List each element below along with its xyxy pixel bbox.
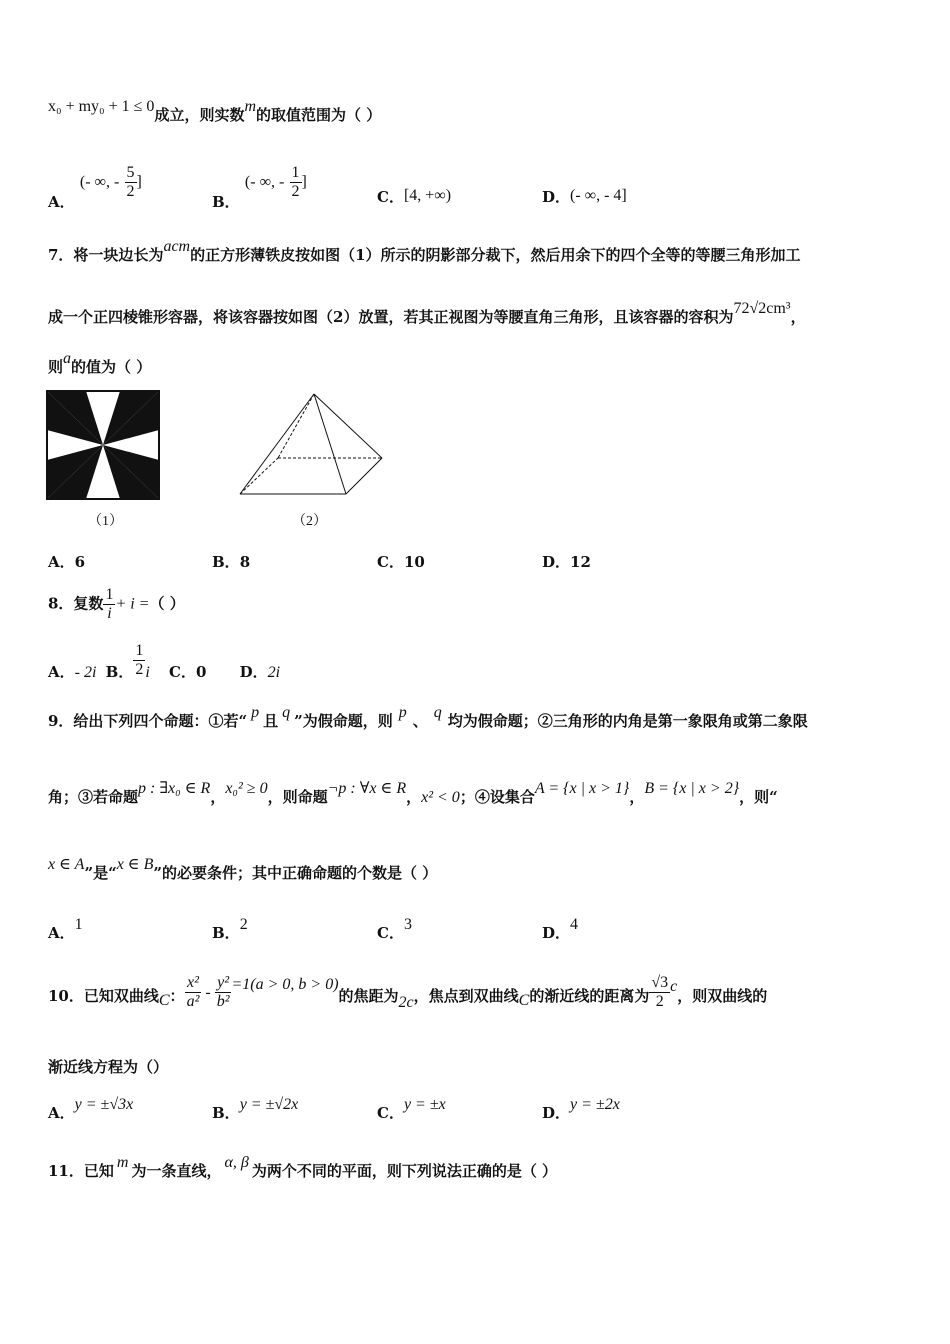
q10-a2: a² <box>186 993 200 1010</box>
q9-and: 且 <box>263 712 279 730</box>
q6-opt-a-frac <box>125 164 137 201</box>
q7-line1-a: 7．将一块边长为 <box>48 246 164 264</box>
q9-neg-p: ¬p : ∀x ∈ R <box>327 780 407 797</box>
q11-ab: α, β <box>224 1154 249 1171</box>
q9-line2 <box>48 780 950 807</box>
q10-x2: x² <box>185 974 202 993</box>
q9-l1-c: 均为假命题；②三角形的内角是第一象限角或第二象限 <box>447 712 808 730</box>
q6-option-d <box>542 186 627 207</box>
q9-l2-a: 角；③若命题 <box>48 788 139 806</box>
q7-opt-d-label: D． <box>542 553 571 571</box>
q9-set-a: A = {x | x > 1} <box>534 780 630 797</box>
q6-opt-b-label: B． <box>212 192 240 211</box>
q7-opt-c-value: 10 <box>403 553 425 571</box>
q9-l2-c: ；④设集合 <box>459 788 535 806</box>
q8-opt-b-num: 1 <box>135 642 144 659</box>
q8-opt-d-label: D． <box>239 662 268 681</box>
q6-opt-c-math: [4, +∞) <box>403 187 452 204</box>
q7-line3-b: 的值为（ ） <box>71 358 152 376</box>
q10-opt-d-label: D． <box>542 1104 571 1122</box>
q7-line1 <box>48 238 950 265</box>
q10-two-c: 2c <box>398 993 414 1011</box>
q9-ineq2: x² < 0 <box>421 789 460 806</box>
q6-option-c <box>377 186 451 207</box>
q10-opt-c-math: y = ±x <box>403 1096 446 1113</box>
q9-p: p <box>251 704 260 721</box>
q10-c: C <box>158 991 170 1009</box>
q9-q2: q <box>433 704 442 721</box>
q10-colon: ： <box>169 986 185 1005</box>
q9-opt-b-label: B． <box>212 924 240 942</box>
q11-l1-a: 11．已知 <box>48 1162 114 1180</box>
q7-option-a <box>48 551 85 572</box>
q7-opt-a-label: A． <box>48 553 75 571</box>
q9-set-b: B = {x | x > 2} <box>644 780 740 797</box>
q7-opt-b-value: 8 <box>239 553 251 571</box>
q10-dist-var: c <box>670 977 678 995</box>
q9-line3 <box>48 856 950 883</box>
q9-l3-c: x ∈ B <box>116 856 154 873</box>
q7-var-a2: a <box>63 350 72 367</box>
q10-l1-a: 10．已知双曲线 <box>48 986 159 1005</box>
q6-opt-d-label: D． <box>542 188 571 206</box>
q10-l1-d: 的渐近线的距离为 <box>529 986 650 1005</box>
q7-opt-a-value: 6 <box>74 553 86 571</box>
q6-option-b <box>212 164 307 211</box>
q7-line1-b: 的正方形薄铁皮按如图（1）所示的阴影部分裁下，然后用余下的四个全等的等腰三角形加工 <box>190 246 801 264</box>
q7-line3-a: 则 <box>48 358 64 376</box>
q10-b2: b² <box>216 993 230 1010</box>
q9-comma1: ， <box>210 788 226 806</box>
q6-stem <box>48 98 950 125</box>
q8-opt-b-label: B． <box>105 662 134 681</box>
q10-opt-a-math: y = ±√3x <box>74 1096 134 1113</box>
q10-option-d <box>542 1096 620 1123</box>
q7-figure-2 <box>236 390 386 500</box>
q8-text-b: （ ） <box>149 594 185 613</box>
q7-line2 <box>48 300 950 327</box>
q10-dist-num: √3 <box>651 974 669 991</box>
q6-opt-c-label: C． <box>377 188 404 206</box>
q8-opt-b-den: 2 <box>135 661 144 678</box>
q8-options <box>48 642 280 679</box>
q10-opt-a-label: A． <box>48 1104 75 1122</box>
q6-opt-a-num: 5 <box>126 164 135 181</box>
q6-opt-b-frac <box>290 164 302 201</box>
q10-c2: C <box>518 991 530 1009</box>
q8-stem <box>48 586 950 623</box>
q7-fig2-caption: （2） <box>292 514 327 529</box>
q9-l2-b: ，则命题 <box>267 788 328 806</box>
q9-comma2: ， <box>406 788 422 806</box>
q6-opt-b-num: 1 <box>291 164 300 181</box>
q7-fig1-caption: （1） <box>88 514 123 529</box>
q8-opt-c-label: C． <box>169 662 196 681</box>
q10-line1 <box>48 974 950 1011</box>
q6-text2: 的取值范围为（ ） <box>256 106 382 124</box>
q9-l3-b: ”是“ <box>84 864 117 882</box>
q7-opt-b-label: B． <box>212 553 240 571</box>
q9-l3-d: ”的必要条件；其中正确命题的个数是（ ） <box>153 864 438 882</box>
q8-math-b: + i = <box>115 595 150 613</box>
q10-line2 <box>48 1056 950 1077</box>
q10-minus: - <box>205 983 211 1001</box>
q8-frac-num: 1 <box>105 586 114 603</box>
q10-dist-den: 2 <box>655 993 664 1010</box>
q10-option-c <box>377 1096 446 1123</box>
q8-opt-b-var: i <box>145 663 150 681</box>
q7-volume: 72√2cm³ <box>733 300 791 317</box>
q10-cond: =1(a > 0, b > 0) <box>231 975 339 993</box>
q9-opt-a-label: A． <box>48 924 75 942</box>
q9-option-b <box>212 916 248 943</box>
q10-l1-c: ，焦点到双曲线 <box>413 986 519 1005</box>
q10-frac-dist <box>649 974 670 1011</box>
q6-lead-math: x₀ + my₀ + 1 ≤ 0 <box>48 98 155 115</box>
q8-frac-den: i <box>107 605 112 622</box>
q9-option-d <box>542 916 579 943</box>
q9-opt-d-label: D． <box>542 924 571 942</box>
q8-frac <box>103 586 115 623</box>
q7-line2-b: ， <box>790 308 806 326</box>
q9-option-a <box>48 916 83 943</box>
q9-opt-d-value: 4 <box>570 916 579 933</box>
q7-option-c <box>377 551 425 572</box>
q10-option-b <box>212 1096 299 1123</box>
q7-option-b <box>212 551 250 572</box>
q10-option-a <box>48 1096 134 1123</box>
q10-opt-d-math: y = ±2x <box>570 1096 620 1113</box>
q10-opt-b-label: B． <box>212 1104 240 1122</box>
q10-opt-b-math: y = ±√2x <box>239 1096 299 1113</box>
q9-ineq1: x₀² ≥ 0 <box>225 780 268 797</box>
q6-opt-a-den: 2 <box>126 183 135 200</box>
q7-option-d <box>542 551 591 572</box>
q10-l2: 渐近线方程为（） <box>48 1058 169 1076</box>
q9-l1-b: ”为假命题，则 <box>294 712 393 730</box>
q9-l2-d: ，则“ <box>739 788 778 806</box>
q10-y2: y² <box>215 974 232 993</box>
q9-l1-a: 9．给出下列四个命题：①若“ <box>48 712 248 730</box>
q8-opt-a-label: A． <box>48 662 75 681</box>
q7-figure-1 <box>46 390 162 502</box>
q9-prop-p: p : ∃x₀ ∈ R <box>138 780 211 797</box>
q8-opt-c: 0 <box>195 662 207 681</box>
q7-opt-c-label: C． <box>377 553 404 571</box>
q9-option-c <box>377 916 412 943</box>
q7-var-a: acm <box>163 238 191 255</box>
q10-l1-b: 的焦距为 <box>338 986 399 1005</box>
q6-option-a <box>48 164 142 211</box>
q9-comma3: ， <box>629 788 645 806</box>
q8-opt-d: 2i <box>267 663 281 681</box>
q9-q: q <box>282 704 291 721</box>
q7-line2-a: 成一个正四棱锥形容器，将该容器按如图（2）放置，若其正视图为等腰直角三角形，且该容器的容积为 <box>48 308 734 326</box>
q6-opt-a-pre: (- ∞, - <box>79 173 120 191</box>
q9-opt-c-label: C． <box>377 924 404 942</box>
q7-line3 <box>48 350 950 377</box>
q6-opt-b-post: ] <box>301 173 307 191</box>
q9-line1 <box>48 704 950 731</box>
q11-l1-c: 为两个不同的平面，则下列说法正确的是（ ） <box>251 1162 558 1180</box>
q10-l1-e: ，则双曲线的 <box>677 986 768 1005</box>
q10-opt-c-label: C． <box>377 1104 404 1122</box>
q10-frac-x <box>185 974 202 1011</box>
q7-opt-d-value: 12 <box>570 553 591 571</box>
q9-opt-c-value: 3 <box>403 916 412 933</box>
q6-opt-a-post: ] <box>136 173 142 191</box>
q6-opt-b-den: 2 <box>291 183 300 200</box>
q9-opt-a-value: 1 <box>74 916 83 933</box>
q6-var: m <box>244 98 257 115</box>
q10-frac-y <box>215 974 232 1011</box>
q6-opt-d-math: (- ∞, - 4] <box>570 187 627 204</box>
q11-stem <box>48 1154 950 1181</box>
q8-opt-a: - 2i <box>74 663 97 681</box>
q11-m: m <box>116 1154 129 1171</box>
q6-opt-a-label: A． <box>48 192 75 211</box>
q8-text-a: 8．复数 <box>48 594 104 613</box>
q8-opt-b-frac <box>133 642 145 679</box>
q9-l3-a: x ∈ A <box>48 856 85 873</box>
q9-opt-b-value: 2 <box>239 916 248 933</box>
q11-l1-b: 为一条直线， <box>131 1162 222 1180</box>
q6-opt-b-pre: (- ∞, - <box>244 173 285 191</box>
q6-text1: 成立，则实数 <box>154 106 245 124</box>
q9-p2: p <box>398 704 407 721</box>
q9-sep: 、 <box>412 712 428 730</box>
